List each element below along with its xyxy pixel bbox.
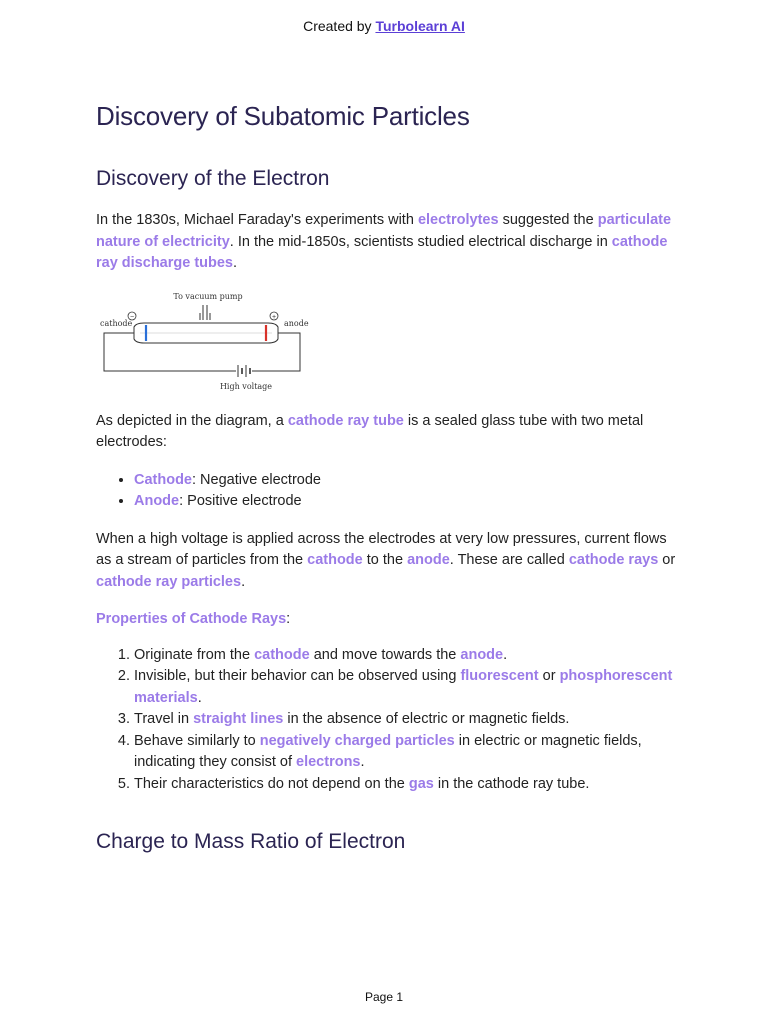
term-particulate-nature: particulate nature of electricity (96, 212, 672, 250)
minus-sign: − (129, 313, 135, 321)
cathode-label: cathode (100, 318, 133, 328)
created-by-text: Created by (303, 18, 376, 34)
list-item: 4. Behave similarly to negatively charged particles in electric or magnetic fields, indicating they consist of electrons. (134, 731, 676, 774)
page-header (0, 18, 768, 34)
anode-label: anode (284, 318, 309, 328)
term-discharge-tubes: cathode ray discharge tubes (96, 233, 668, 271)
term-anode: anode (407, 552, 450, 568)
text: . In the mid-1850s, scientists studied electrical discharge in (229, 233, 612, 250)
term-cathode-rays: cathode rays (568, 552, 659, 568)
document-content (96, 96, 676, 857)
term-cathode-ray-particles: cathode ray particles (96, 573, 242, 590)
page-title: Discovery of Subatomic Particles (96, 101, 470, 131)
cathode-ray-tube-diagram (96, 287, 316, 397)
term-properties: Properties of Cathode Rays (96, 611, 287, 627)
text: . (233, 255, 238, 271)
text: . (241, 573, 246, 590)
text: . These are called (449, 552, 569, 568)
page-number: Page 1 (364, 990, 404, 1004)
text: As depicted in the diagram, a (96, 412, 288, 429)
term-cathode: cathode (307, 552, 363, 568)
vacuum-pump-label: To vacuum pump (173, 291, 243, 301)
list-item: 1. Originate from the cathode and move towards the anode. (134, 645, 676, 667)
section-heading-charge-mass: Charge to Mass Ratio of Electron (96, 830, 406, 853)
list-item (134, 470, 676, 492)
section-heading-electron: Discovery of the Electron (96, 167, 330, 190)
paragraph-crt (96, 411, 676, 454)
term-electrolytes: electrolytes (417, 212, 499, 228)
list-item: 2. Invisible, but their behavior can be observed using fluorescent or phosphorescent materials. (134, 666, 676, 709)
properties-heading (96, 609, 676, 631)
properties-list (96, 645, 676, 796)
text: or (658, 552, 676, 568)
turbolearn-link[interactable]: Turbolearn AI (375, 18, 465, 34)
text: When a high voltage is applied across the electrodes at very low pressures, current flows as a stream of particles from the (96, 530, 667, 568)
list-item: 3. Travel in straight lines in the absence of electric or magnetic fields. (134, 709, 676, 731)
high-voltage-label: High voltage (219, 381, 273, 391)
text: In the 1830s, Michael Faraday's experiments with (96, 212, 418, 228)
text: : Positive electrode (179, 493, 302, 509)
list-item (134, 491, 676, 513)
term-anode: Anode (134, 493, 180, 509)
paragraph-cathode-rays (96, 529, 676, 594)
text: : Negative electrode (192, 471, 321, 488)
electrode-list (96, 470, 676, 513)
text: to the (362, 552, 408, 568)
text: suggested the (498, 212, 598, 228)
term-cathode: Cathode (134, 471, 192, 488)
term-cathode-ray-tube: cathode ray tube (287, 412, 404, 429)
plus-sign: + (271, 313, 277, 321)
list-item: 5. Their characteristics do not depend on the gas in the cathode ray tube. (134, 774, 676, 796)
paragraph-faraday (96, 210, 676, 275)
text: is a sealed glass tube with two metal electrodes: (96, 412, 644, 450)
text: : (286, 611, 291, 627)
